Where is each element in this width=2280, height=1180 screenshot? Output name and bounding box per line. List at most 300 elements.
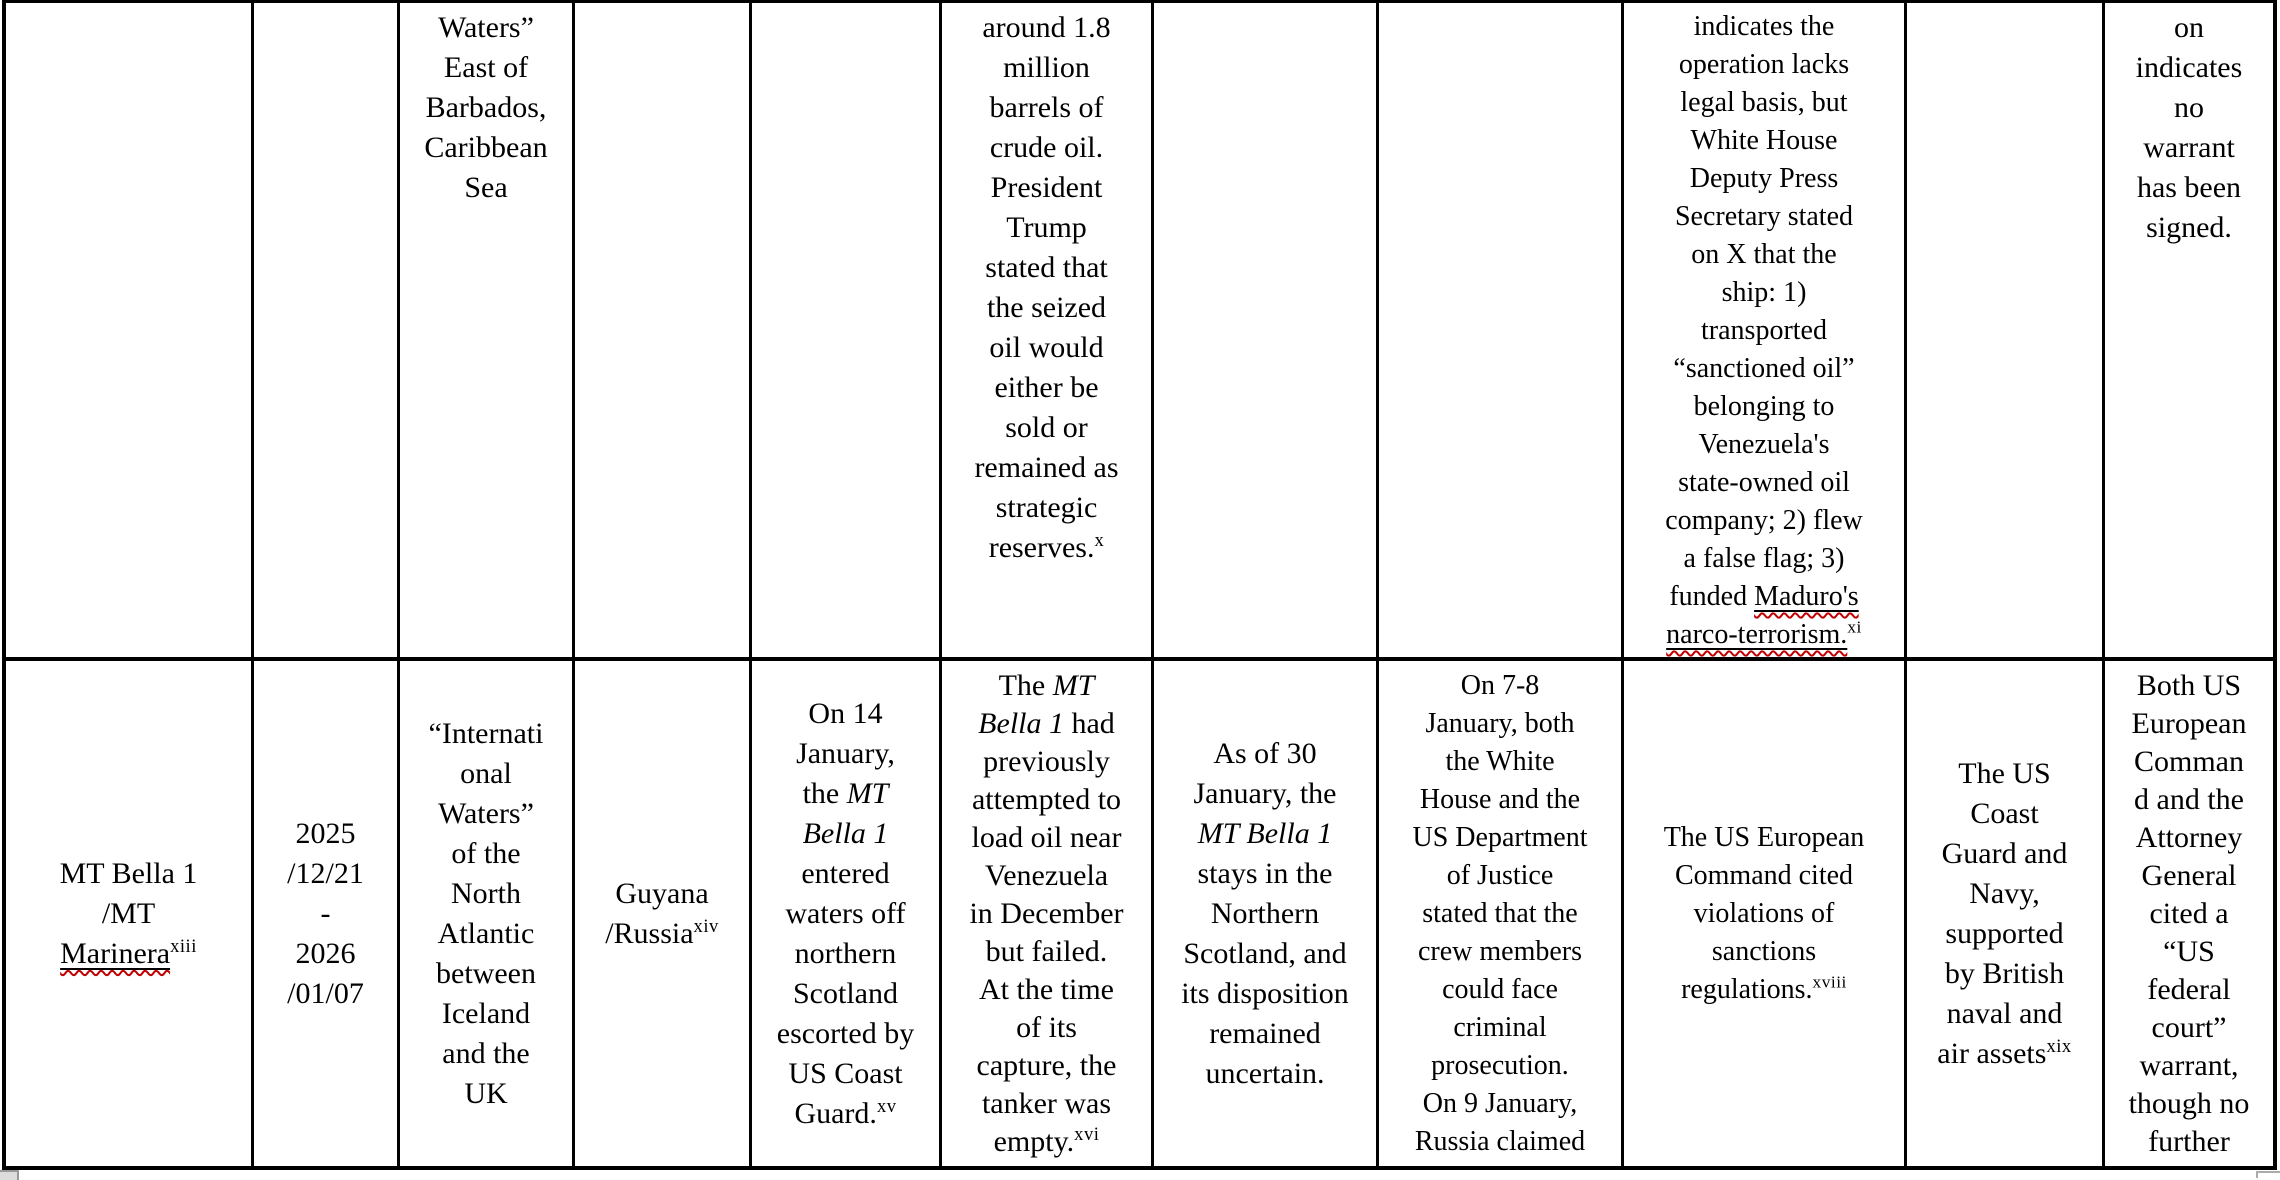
text-run: naval and [1946,996,2063,1030]
text-line [102,894,155,934]
text-line [982,8,1110,48]
text-line [1205,1054,1324,1094]
footnote-ref: xi [1847,617,1862,637]
text-run: Command cited [1674,859,1854,891]
text-run: a false flag; 3) [1683,543,1845,574]
text-line [1945,914,2063,954]
text-line [321,894,331,934]
text-run: indicates [2135,51,2243,84]
document-table [2,0,2277,1170]
text-line [2137,667,2241,705]
text-line [2137,168,2241,208]
text-run: northern [794,936,897,970]
text-run: stated that the [1422,897,1578,929]
text-run: Scotland [793,976,898,1010]
footnote-ref: xviii [1812,972,1847,992]
text-line [803,814,889,854]
text-line [777,1014,914,1054]
text-run: by British [1944,956,2065,990]
text-line [1694,8,1835,46]
text-line [296,934,356,974]
text-line [1420,781,1580,819]
text-line [464,1074,507,1114]
text-run: Navy, [1969,876,2040,910]
text-run: oil would [989,331,1104,364]
text-line [979,971,1114,1009]
text-run: federal [2147,972,2231,1006]
cell-row-mt-bella-1-col11[interactable] [2105,661,2277,1170]
text-run: and the [442,1036,530,1070]
text-line [1005,408,1088,448]
text-run: empty. [993,1124,1075,1158]
text-run: the seized [986,291,1107,324]
text-line [1194,774,1337,814]
text-run: capture, the [976,1048,1117,1082]
footnote-ref: x [1094,530,1105,551]
cell-row-continuation-top-col10[interactable] [1907,3,2105,661]
text-line [464,168,507,208]
text-line [2149,895,2228,933]
text-line [1680,84,1847,122]
text-run: could face [1442,973,1558,1005]
text-run: though no [2128,1086,2250,1120]
text-run: further [2148,1124,2230,1158]
cell-row-mt-bella-1-col1[interactable] [6,661,254,1170]
text-run: Secretary stated [1674,201,1854,232]
text-line [977,1047,1117,1085]
text-run: tanker was [981,1086,1112,1120]
cell-row-mt-bella-1-col9[interactable] [1624,661,1907,1170]
text-line [2147,971,2230,1009]
text-line [788,1054,902,1094]
text-run: House and the [1419,783,1581,815]
text-run: January, both [1425,707,1575,739]
footnote-ref: xiv [693,915,719,937]
text-run: January, the [1193,776,1337,810]
text-run: MT Bella 1 [1197,816,1333,850]
cell-row-mt-bella-1-col8[interactable] [1379,661,1624,1170]
text-run: Iceland [441,996,531,1030]
text-line [1691,122,1838,160]
text-run: Atlantic [437,916,535,950]
text-line [1969,874,2040,914]
text-run: Scotland, and [1183,936,1347,970]
text-line [451,834,520,874]
text-line [996,488,1098,528]
text-line [1422,895,1578,933]
text-line [1211,894,1319,934]
text-line [986,933,1108,971]
text-run: The US European [1663,821,1865,853]
text-line [1016,1009,1077,1047]
text-line [1669,578,1858,616]
text-run: transported [1701,315,1827,346]
text-run: remained as [974,451,1119,484]
text-line [990,128,1103,168]
text-run: supported [1945,916,2064,950]
text-run: barrels of [989,91,1104,124]
text-run: has been [2136,171,2242,204]
footnote-ref: xix [2046,1035,2072,1057]
cell-row-mt-bella-1-col4[interactable] [575,661,752,1170]
text-run: Barbados, [425,91,547,124]
text-run: the [802,776,847,810]
cell-row-continuation-top-col5[interactable] [752,3,942,661]
page-bottom-right-artifact [2256,1171,2258,1178]
text-line [794,1094,896,1134]
text-run: - [320,896,331,930]
text-run: regulations. [1681,973,1813,1005]
text-run: operation lacks [1678,49,1850,80]
text-run: Northern [1210,896,1320,930]
text-line [1461,667,1540,705]
footnote-ref: xvi [1074,1123,1100,1145]
text-line [1183,934,1346,974]
text-run: On 14 [808,696,883,730]
text-line [994,368,1098,408]
text-line [989,328,1103,368]
text-line [2152,1009,2227,1047]
text-run: General [2141,858,2237,892]
text-run: company; 2) flew [1665,505,1863,536]
spellcheck-flagged-text: narco-terrorism. [1666,619,1848,650]
text-run: prosecution. [1431,1049,1569,1081]
text-line [991,168,1103,208]
text-run: Both US [2136,668,2242,702]
cell-row-continuation-top-col9[interactable] [1624,3,1907,661]
text-line [287,854,364,894]
text-run: attempted to [971,782,1122,816]
text-line [1673,350,1854,388]
text-line [989,528,1105,568]
text-run: ship: 1) [1721,277,1807,308]
text-line [1425,705,1574,743]
cell-row-continuation-top-col3[interactable] [400,3,575,661]
text-run: Guard. [794,1096,877,1130]
text-run: entered [801,856,890,890]
text-line [1701,312,1827,350]
text-run: Trump [1006,211,1087,244]
text-line [438,8,534,48]
text-line [989,88,1103,128]
text-run: on [2174,11,2204,44]
text-run: cited a [2149,896,2229,930]
text-line [1675,198,1853,236]
text-line [1213,734,1316,774]
text-line [426,88,547,128]
text-run: East of [443,51,529,84]
text-run: legal basis, but [1680,87,1848,118]
text-line [429,714,544,754]
text-run: load oil near [971,820,1122,854]
text-run: US Department [1412,821,1588,853]
cell-row-mt-bella-1-col5[interactable] [752,661,942,1170]
text-line [2143,128,2235,168]
text-run: “sanctioned oil” [1673,353,1855,384]
text-run: The US [1958,756,2051,790]
text-line [1415,1123,1585,1161]
text-run: uncertain. [1205,1056,1325,1090]
cell-row-mt-bella-1-col3[interactable] [400,661,575,1170]
text-line [1970,794,2038,834]
text-line [615,874,708,914]
cell-row-continuation-top-col7[interactable] [1154,3,1379,661]
text-line [1684,540,1845,578]
text-run: reserves. [988,531,1095,564]
text-run: European [2131,706,2247,740]
text-line [2148,1123,2230,1161]
text-line [994,1123,1100,1161]
text-line [296,814,356,854]
text-run: President [990,171,1103,204]
text-run: 2025 [295,816,356,850]
text-run: sanctions [1711,935,1817,967]
text-run: At the time [979,972,1114,1006]
text-line [442,994,530,1034]
text-line [436,954,536,994]
text-line [1942,834,2068,874]
text-run: As of 30 [1213,736,1317,770]
text-run: around 1.8 [982,11,1111,44]
text-line [1423,1085,1577,1123]
text-line [444,48,528,88]
text-run: of its [1016,1010,1077,1044]
text-run: warrant [2143,131,2235,164]
text-run: Caribbean [424,131,548,164]
text-line [1699,426,1830,464]
text-line [972,781,1121,819]
text-run: crew members [1417,935,1583,967]
text-run: /01/07 [287,976,364,1010]
text-run: escorted by [776,1016,915,1050]
text-run: North [451,876,521,910]
text-line [1681,971,1847,1009]
text-line [969,895,1123,933]
text-run: of the [451,836,521,870]
text-line [1198,854,1333,894]
text-line [2174,8,2204,48]
text-line [801,854,889,894]
text-run: Sea [464,171,508,204]
text-run: Guyana [615,876,709,910]
spellcheck-flagged-text: Marinera [60,936,171,970]
text-line [605,914,719,954]
text-line [1003,48,1090,88]
text-line [974,448,1118,488]
text-run: no [2174,91,2204,124]
text-run: funded [1669,581,1755,612]
text-line [2134,743,2244,781]
text-line [1006,208,1087,248]
text-line [460,754,512,794]
text-run: had [1063,706,1115,740]
text-line [2129,1085,2250,1123]
text-run: strategic [995,491,1098,524]
text-run: January, [796,736,895,770]
text-line [1947,994,2063,1034]
text-line [987,288,1106,328]
text-run: sold or [1005,411,1088,444]
page-bottom-left-artifact [0,1170,19,1180]
text-run: White House [1690,125,1838,156]
text-line [795,934,897,974]
text-run: Waters” [438,11,534,44]
text-run: UK [464,1076,508,1110]
text-run: previously [983,744,1110,778]
text-run: indicates the [1693,11,1835,42]
text-run: state-owned oil [1678,467,1850,498]
text-line [1445,743,1554,781]
text-run: On 9 January, [1422,1087,1578,1119]
cell-row-mt-bella-1-col2[interactable] [254,661,400,1170]
text-line [785,894,905,934]
text-run: Coast [1970,796,2039,830]
cell-row-mt-bella-1-col7[interactable] [1154,661,1379,1170]
text-run: remained [1209,1016,1321,1050]
text-run: The [998,668,1053,702]
text-line [60,854,198,894]
text-run: /MT [101,896,156,930]
text-run: MT Bella 1 [59,856,198,890]
text-run: between [436,956,536,990]
text-line [1198,814,1332,854]
text-line [803,774,889,814]
text-line [2163,933,2215,971]
text-line [424,128,547,168]
text-run: MT [846,776,889,810]
cell-row-continuation-top-col11[interactable] [2105,3,2277,661]
text-line [438,794,534,834]
text-run: in December [969,896,1124,930]
text-run: its disposition [1181,976,1349,1010]
text-run: “US [2163,934,2215,968]
text-line [1181,974,1349,1014]
text-run [1754,581,1859,612]
cell-row-mt-bella-1-col6[interactable] [942,661,1154,1170]
text-run: Deputy Press [1689,163,1839,194]
text-line [796,734,895,774]
text-line [1418,933,1582,971]
text-line [1442,971,1558,1009]
footnote-ref: xv [876,1095,897,1117]
text-line [1722,274,1807,312]
text-line [1694,895,1835,933]
text-line [2132,705,2247,743]
text-line [1694,388,1835,426]
text-line [451,874,521,914]
cell-row-continuation-top-col8[interactable] [1379,3,1624,661]
text-run: crude oil. [989,131,1104,164]
text-line [442,1034,529,1074]
text-run: Waters” [438,796,534,830]
text-line [287,974,364,1014]
text-line [1413,819,1588,857]
text-run: “Internati [428,716,544,750]
text-run: US Coast [788,1056,903,1090]
text-line [1665,502,1863,540]
text-line [60,934,197,974]
text-line [1679,46,1849,84]
text-run: Venezuela [984,858,1109,892]
cell-row-continuation-top-col4[interactable] [575,3,752,661]
text-run [1666,619,1847,650]
text-line [1664,819,1865,857]
text-run: Comman [2134,744,2244,778]
text-line [808,694,882,734]
text-run: either be [994,371,1099,404]
text-line [985,857,1108,895]
cell-row-mt-bella-1-col10[interactable] [1907,661,2105,1170]
text-line [983,743,1110,781]
text-line [982,1085,1111,1123]
text-run: onal [460,756,512,790]
text-line [1447,857,1554,895]
text-line [2146,208,2232,248]
text-line [1209,1014,1321,1054]
text-run: court” [2151,1010,2227,1044]
text-run: stated that [985,251,1108,284]
text-line [2136,819,2243,857]
text-line [978,705,1115,743]
text-run: belonging to [1693,391,1835,422]
text-line [2174,88,2204,128]
text-line [1690,160,1839,198]
text-run [60,937,170,970]
text-line [438,914,535,954]
text-line [2136,48,2243,88]
text-run: Guard and [1941,836,2068,870]
text-run: /12/21 [287,856,364,890]
spellcheck-flagged-text: Maduro's [1754,581,1859,612]
cell-row-continuation-top-col1[interactable] [6,3,254,661]
text-run: /Russia [605,916,694,950]
text-run: the White [1445,745,1555,777]
text-line [1675,857,1853,895]
text-run: Bella 1 [978,706,1064,740]
text-line [1453,1009,1546,1047]
text-line [1691,236,1836,274]
text-run: Venezuela's [1698,429,1830,460]
text-run: Bella 1 [802,816,889,850]
text-line [999,667,1095,705]
text-line [972,819,1122,857]
text-line [1937,1034,2071,1074]
text-run: 2026 [295,936,356,970]
text-run: stays in the [1197,856,1333,890]
text-run: criminal [1453,1011,1547,1043]
text-line [1945,954,2064,994]
text-run: Attorney [2135,820,2243,854]
text-run: million [1003,51,1090,84]
text-line [1958,754,2051,794]
text-run: waters off [785,896,906,930]
cell-row-continuation-top-col2[interactable] [254,3,400,661]
text-run: but failed. [985,934,1108,968]
text-line [1678,464,1850,502]
text-line [1712,933,1816,971]
text-run: On 7-8 [1460,669,1540,701]
text-run: MT [1052,668,1095,702]
text-run: signed. [2146,211,2232,244]
text-run: d and the [2134,782,2244,816]
cell-row-continuation-top-col6[interactable] [942,3,1154,661]
text-line [2139,1047,2238,1085]
page-bottom-right-artifact [2256,1171,2280,1173]
text-run: of Justice [1446,859,1554,891]
text-line [1666,616,1862,654]
text-run: air assets [1937,1036,2047,1070]
text-run: on X that the [1691,239,1837,270]
